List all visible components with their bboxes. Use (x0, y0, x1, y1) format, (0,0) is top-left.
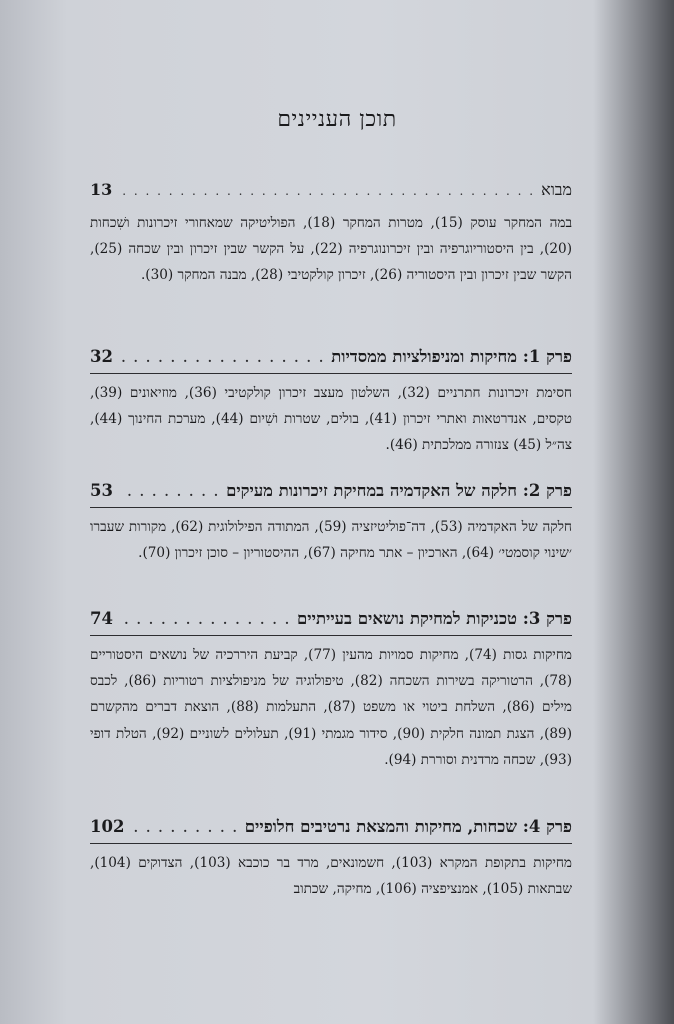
toc-entry-title: פרק 4: שכחות, מחיקות והמצאת נרטיבים חלופיים (244, 817, 572, 836)
toc-entry-subtopics: חסימת זיכרונות חתרניים (32), השלטון מעצב זיכרון קולקטיבי (36), מוזיאונים (39), טקסים, אנדרטאות ואתרי זיכרון (41), בולים, שטרות ושִׁיום (44), מערכת החינוך (44), צה״ל (45) צנזורה ממלכתית (46). (90, 385, 572, 454)
toc-entry-title: פרק 2: חלקה של האקדמיה במחיקת זיכרונות מעיקים (226, 481, 572, 500)
heading-underline (90, 843, 572, 844)
toc-entry-heading-row (90, 180, 572, 204)
toc-page-number: 32 (90, 347, 113, 366)
toc-page-number: 102 (90, 817, 125, 836)
heading-underline (90, 507, 572, 508)
dot-leader (119, 485, 220, 499)
toc-entry-intro (90, 180, 572, 289)
dot-leader (130, 821, 238, 835)
toc-entry-chapter-1 (90, 347, 572, 459)
toc-entry-heading-row (90, 817, 572, 841)
toc-page-number: 74 (90, 609, 113, 628)
heading-underline (90, 635, 572, 636)
toc-entry-subtopics: במה המחקר עוסק (15), מטרות המחקר (18), הפוליטיקה שמאחורי זיכרונות ושִׁכחות (20), בין היסטוריוגרפיה ובין זיכרונוגרפיה (22), על הקשר שבין זיכרון ובין שכחה (25), הקשר שבין זיכרון ובין היסטוריה (26), זיכרון קולקטיבי (28), מבנה המחקר (30). (90, 215, 573, 284)
toc-entry-heading-row (90, 347, 572, 371)
toc-entry-heading-row (90, 609, 572, 633)
heading-underline (90, 373, 572, 374)
toc-entry-title: פרק 1: מחיקות ומניפולציות ממסדיות (331, 347, 572, 366)
toc-page-number: 13 (90, 180, 113, 199)
toc-entry-subtopics: מחיקות גסות (74), מחיקות סמויות מהעין (77), קביעת היררכיה של נושאים היסטוריים (78), הרטוריקה בשירות השכחה (82), טיפולוגיה של מניפולציות רטוריות (86), לכבס מילים (86), השלחת ביטוי או משפט (87), התעלמות (88), הוצאת דברים מהקשרם (89), הצגת תמונה חלקית (90), סידור מגמתי (91), תעלולים לשוניים (92), הטלת דופי (93), שכחה מרדנית וסוררת (94). (90, 647, 573, 768)
toc-entry-chapter-3 (90, 609, 572, 773)
dot-leader (119, 613, 291, 627)
toc-entry-chapter-2 (90, 481, 572, 566)
dot-leader (118, 184, 535, 198)
dot-leader (119, 351, 325, 365)
toc-entry-heading-row (90, 481, 572, 505)
toc-entry-chapter-4 (90, 817, 572, 902)
toc-entry-subtopics: חלקה של האקדמיה (53), דה־פוליטיזציה (59), המתודה הפילולוגית (62), מקורות שעברו ׳שינוי קוסמטי׳ (64), הארכיון – אתר מחיקה (67), ההיסטוריון – סוכן זיכרון (70). (90, 519, 572, 562)
page-title: תוכן העניינים (277, 107, 397, 132)
toc-entry-subtopics: מחיקות בתקופת המקרא (103), חשמונאים, מרד בר כוכבא (103), הצדוקים (104), שבתאות (105), אמנציפציה (106), מחיקה, שכתוב (90, 855, 572, 898)
toc-entry-title: מבוא (541, 180, 572, 199)
toc-page-number: 53 (90, 481, 113, 500)
toc-entry-title: פרק 3: טכניקות למחיקת נושאים בעייתיים (297, 609, 572, 628)
